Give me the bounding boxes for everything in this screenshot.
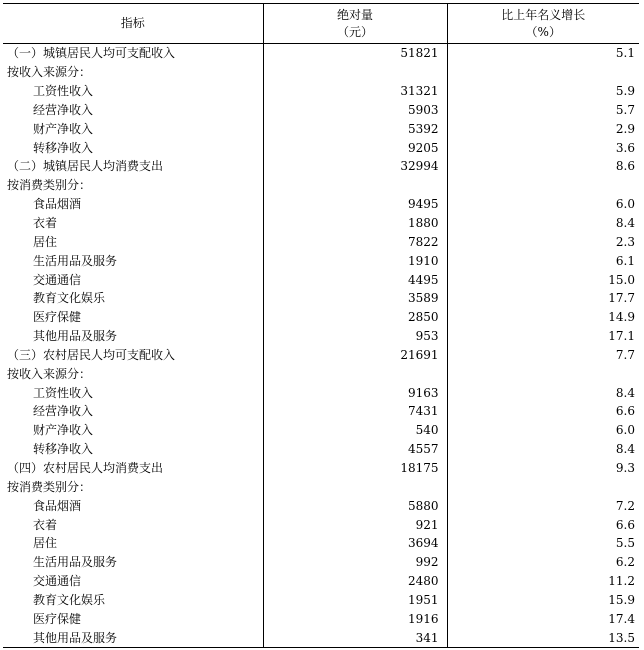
row-indicator: 衣着 (3, 214, 263, 233)
row-growth-rate (447, 477, 639, 496)
row-growth-rate: 2.9 (615, 121, 635, 136)
row-indicator: 按消费类别分： (3, 176, 263, 195)
row-indicator: 食品烟酒 (3, 195, 263, 214)
row-indicator: 经营净收入 (3, 402, 263, 421)
table-row (3, 157, 639, 176)
row-growth-rate: 5.1 (615, 46, 635, 61)
row-growth-rate: 6.1 (615, 253, 635, 268)
row-absolute-value: 540 (263, 421, 447, 440)
row-absolute-value: 5903 (263, 101, 447, 120)
header-absolute-title: 绝对量 (336, 7, 373, 22)
row-growth-rate: 13.5 (447, 628, 639, 647)
row-absolute-value: 341 (263, 628, 447, 647)
row-absolute-value: 51821 (263, 44, 447, 63)
row-growth-rate: 14.9 (608, 310, 635, 325)
row-indicator: 其他用品及服务 (3, 628, 263, 647)
table-row (3, 421, 639, 440)
row-absolute-value (263, 176, 447, 195)
table-row (3, 44, 639, 63)
table-row (3, 232, 639, 251)
row-growth-rate: 15.9 (608, 592, 635, 607)
row-growth-rate: 9.3 (615, 460, 635, 475)
row-absolute-value: 992 (263, 553, 447, 572)
row-absolute-value: 921 (263, 515, 447, 534)
row-growth-rate: 6.0 (615, 423, 635, 438)
table-row (3, 119, 639, 138)
row-indicator: 经营净收入 (3, 101, 263, 120)
table-row (3, 440, 639, 459)
row-indicator: 转移净收入 (3, 138, 263, 157)
row-indicator: 生活用品及服务 (3, 251, 263, 270)
row-growth-rate (447, 176, 639, 195)
table-row (3, 101, 639, 120)
table-row (3, 327, 639, 346)
row-absolute-value: 2850 (263, 308, 447, 327)
header-indicator (3, 4, 263, 44)
header-growth-title: 比上年名义增长 (501, 7, 586, 22)
row-absolute-value: 1880 (263, 214, 447, 233)
row-absolute-value: 1916 (263, 609, 447, 628)
row-indicator: （三）农村居民人均可支配收入 (3, 346, 263, 365)
row-absolute-value: 1951 (263, 590, 447, 609)
row-growth-rate: 8.4 (615, 216, 635, 231)
row-absolute-value: 7822 (263, 232, 447, 251)
row-growth-rate: 8.6 (615, 159, 635, 174)
row-absolute-value: 9495 (263, 195, 447, 214)
row-growth-rate: 8.4 (615, 442, 635, 457)
table-row (3, 138, 639, 157)
table-row (3, 383, 639, 402)
header-growth-unit: （%） (525, 24, 561, 39)
row-absolute-value: 4557 (263, 440, 447, 459)
row-indicator: 医疗保健 (3, 609, 263, 628)
table-row (3, 609, 639, 628)
row-growth-rate: 7.7 (615, 347, 635, 362)
row-indicator: 按收入来源分： (3, 364, 263, 383)
row-growth-rate (447, 63, 639, 82)
row-indicator: 医疗保健 (3, 308, 263, 327)
row-indicator: 工资性收入 (3, 383, 263, 402)
table-row (3, 496, 639, 515)
row-absolute-value: 953 (263, 327, 447, 346)
row-indicator: 按收入来源分： (3, 63, 263, 82)
row-indicator: 按消费类别分： (3, 477, 263, 496)
row-indicator: 居住 (3, 534, 263, 553)
table-row (3, 251, 639, 270)
row-growth-rate: 17.4 (608, 611, 635, 626)
row-indicator: （二）城镇居民人均消费支出 (3, 157, 263, 176)
header-row (3, 4, 639, 44)
header-absolute-unit: （元） (336, 24, 373, 39)
row-absolute-value: 3694 (263, 534, 447, 553)
row-growth-rate: 3.6 (615, 140, 635, 155)
row-indicator: 交通通信 (3, 270, 263, 289)
table-row (3, 176, 639, 195)
row-absolute-value: 5880 (263, 496, 447, 515)
row-absolute-value (263, 63, 447, 82)
row-growth-rate: 2.3 (615, 234, 635, 249)
row-growth-rate: 7.2 (615, 498, 635, 513)
header-absolute (263, 4, 447, 44)
row-indicator: （四）农村居民人均消费支出 (3, 459, 263, 478)
row-growth-rate: 5.7 (615, 102, 635, 117)
table-row (3, 63, 639, 82)
row-indicator: 工资性收入 (3, 82, 263, 101)
row-absolute-value: 4495 (263, 270, 447, 289)
table-row (3, 553, 639, 572)
row-absolute-value: 21691 (263, 346, 447, 365)
table-body (3, 44, 639, 648)
row-absolute-value (263, 364, 447, 383)
table-row (3, 515, 639, 534)
row-growth-rate: 8.4 (615, 385, 635, 400)
row-indicator: 居住 (3, 232, 263, 251)
row-indicator: 转移净收入 (3, 440, 263, 459)
table-row (3, 628, 639, 647)
row-absolute-value: 2480 (263, 572, 447, 591)
table-row (3, 402, 639, 421)
row-growth-rate: 15.0 (608, 272, 635, 287)
row-indicator: 生活用品及服务 (3, 553, 263, 572)
row-growth-rate (447, 364, 639, 383)
table-row (3, 214, 639, 233)
row-indicator: 教育文化娱乐 (3, 289, 263, 308)
row-absolute-value: 9205 (263, 138, 447, 157)
row-growth-rate: 5.9 (615, 84, 635, 99)
row-absolute-value: 31321 (263, 82, 447, 101)
row-indicator: 交通通信 (3, 572, 263, 591)
statistics-table (3, 3, 639, 648)
row-indicator: 财产净收入 (3, 119, 263, 138)
table-row (3, 364, 639, 383)
row-growth-rate: 6.0 (615, 197, 635, 212)
table-row (3, 572, 639, 591)
row-growth-rate: 5.5 (615, 536, 635, 551)
row-growth-rate: 11.2 (608, 574, 635, 589)
row-absolute-value: 3589 (263, 289, 447, 308)
row-indicator: 财产净收入 (3, 421, 263, 440)
row-indicator: （一）城镇居民人均可支配收入 (3, 44, 263, 63)
row-absolute-value: 18175 (263, 459, 447, 478)
row-absolute-value: 9163 (263, 383, 447, 402)
row-absolute-value: 1910 (263, 251, 447, 270)
row-absolute-value: 7431 (263, 402, 447, 421)
row-growth-rate: 17.7 (608, 291, 635, 306)
table-row (3, 308, 639, 327)
row-absolute-value: 32994 (263, 157, 447, 176)
row-indicator: 教育文化娱乐 (3, 590, 263, 609)
table-row (3, 270, 639, 289)
table-header (3, 4, 639, 44)
row-absolute-value (263, 477, 447, 496)
row-growth-rate: 17.1 (608, 329, 635, 344)
header-growth (447, 4, 639, 44)
table-row (3, 590, 639, 609)
row-indicator: 其他用品及服务 (3, 327, 263, 346)
table-row (3, 534, 639, 553)
row-growth-rate: 6.2 (615, 555, 635, 570)
row-indicator: 衣着 (3, 515, 263, 534)
table-row (3, 82, 639, 101)
table-row (3, 477, 639, 496)
row-growth-rate: 6.6 (615, 404, 635, 419)
table-row (3, 195, 639, 214)
table-row (3, 289, 639, 308)
table-row (3, 459, 639, 478)
row-growth-rate: 6.6 (615, 517, 635, 532)
row-indicator: 食品烟酒 (3, 496, 263, 515)
table-row (3, 346, 639, 365)
header-indicator-label: 指标 (120, 16, 145, 30)
row-absolute-value: 5392 (263, 119, 447, 138)
